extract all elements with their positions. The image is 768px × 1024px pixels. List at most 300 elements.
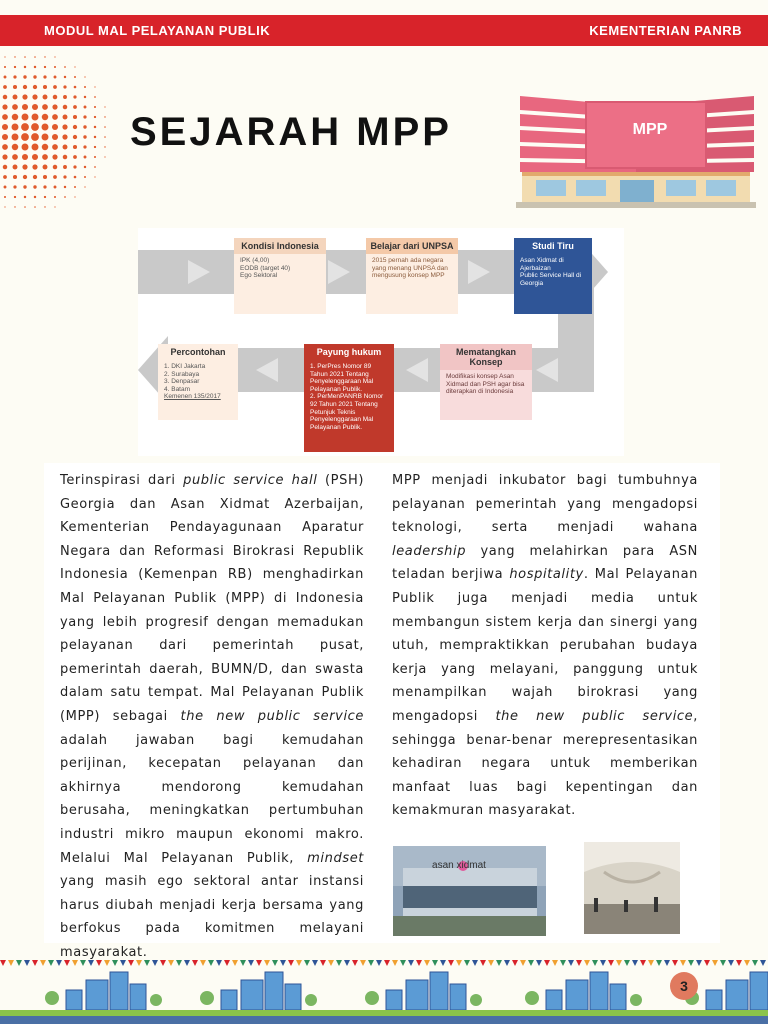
bunting-flag — [40, 960, 46, 966]
bunting-flag — [168, 960, 174, 966]
halftone-dot — [62, 124, 67, 129]
halftone-dot — [84, 156, 87, 159]
halftone-dot — [44, 66, 46, 68]
halftone-dot — [44, 56, 45, 57]
bunting-flag — [576, 960, 582, 966]
bunting-flag — [616, 960, 622, 966]
bunting-flag — [640, 960, 646, 966]
halftone-dot — [63, 95, 67, 99]
bunting-flag — [144, 960, 150, 966]
halftone-dot — [63, 145, 68, 150]
skyline-building — [430, 972, 448, 1010]
halftone-dot — [22, 104, 28, 110]
skyline-building — [406, 980, 428, 1010]
bunting-flag — [304, 960, 310, 966]
skyline-building — [750, 972, 768, 1010]
halftone-dot — [53, 95, 57, 99]
halftone-dot — [24, 196, 26, 198]
box-percontohan-title: Percontohan — [170, 347, 226, 357]
halftone-dot — [52, 134, 58, 140]
halftone-dot — [52, 104, 57, 109]
halftone-dot — [34, 196, 36, 198]
bunting-flag — [704, 960, 710, 966]
halftone-dot — [34, 206, 36, 208]
box-mematangkan-text: Modifikasi konsep Asan Xidmad dan PSH agar bisa diterapkan di Indonesia — [446, 373, 525, 396]
bunting-flag — [248, 960, 254, 966]
halftone-dot — [33, 85, 37, 89]
bunting-flag — [360, 960, 366, 966]
halftone-dot — [22, 164, 27, 169]
halftone-dot — [73, 95, 76, 98]
skyline-tree — [200, 991, 214, 1005]
halftone-dot — [44, 196, 46, 198]
box-kondisi-list — [234, 254, 326, 283]
bunting-flag — [384, 960, 390, 966]
skyline-tree — [150, 994, 162, 1006]
halftone-dot — [34, 66, 36, 68]
halftone-dot — [14, 66, 16, 68]
halftone-dot — [43, 75, 46, 78]
halftone-dot — [94, 106, 96, 108]
studi-item: Public Service Hall di Georgia — [520, 272, 582, 287]
halftone-dot — [104, 126, 106, 128]
halftone-dot — [94, 96, 96, 98]
bunting-flag — [312, 960, 318, 966]
bunting-flag — [344, 960, 350, 966]
halftone-dot — [14, 206, 15, 207]
halftone-dot — [13, 75, 16, 78]
bunting-flag — [104, 960, 110, 966]
halftone-dot — [74, 176, 77, 179]
bunting-flag — [424, 960, 430, 966]
halftone-dot — [54, 206, 55, 207]
bunting-flag — [120, 960, 126, 966]
bunting-flag — [208, 960, 214, 966]
box-percontohan-list — [158, 360, 238, 404]
bunting-flag — [96, 960, 102, 966]
bunting-flag — [376, 960, 382, 966]
halftone-dot — [53, 165, 57, 169]
box-kondisi-indonesia — [234, 238, 326, 314]
skyline-building — [450, 984, 466, 1010]
bunting-flag — [584, 960, 590, 966]
bunting-flag — [632, 960, 638, 966]
halftone-dot — [13, 95, 18, 100]
skyline-building — [285, 984, 301, 1010]
box-studi-title: Studi Tiru — [532, 241, 574, 251]
halftone-dot — [94, 136, 96, 138]
halftone-dot — [14, 56, 15, 57]
halftone-dot — [23, 85, 27, 89]
bunting-flag — [728, 960, 734, 966]
skyline-building — [66, 990, 82, 1010]
halftone-dot — [21, 133, 29, 141]
bunting-flag — [488, 960, 494, 966]
bunting-flag — [544, 960, 550, 966]
halftone-dot — [4, 56, 5, 57]
bunting-flag — [496, 960, 502, 966]
bunting-flag — [128, 960, 134, 966]
halftone-dot — [94, 126, 96, 128]
halftone-dot — [42, 154, 48, 160]
halftone-dot — [4, 186, 7, 189]
road-strip — [0, 1016, 768, 1024]
bunting-flag — [200, 960, 206, 966]
bunting-flag — [88, 960, 94, 966]
halftone-dot — [2, 154, 7, 159]
halftone-dot — [73, 105, 77, 109]
halftone-dot — [44, 206, 45, 207]
halftone-dot — [104, 156, 105, 157]
halftone-dot — [43, 95, 48, 100]
halftone-dot — [74, 76, 76, 78]
halftone-dot — [34, 56, 36, 58]
halftone-dot — [42, 144, 48, 150]
bunting-flag — [656, 960, 662, 966]
halftone-dot — [42, 104, 48, 110]
halftone-dot — [63, 155, 67, 159]
halftone-dot — [22, 114, 29, 121]
kondisi-item: EODB (target 40) — [240, 264, 291, 272]
studi-item: Asan Xidmat di Ajerbaizan — [520, 257, 564, 272]
halftone-dot — [4, 206, 5, 207]
bunting-flag — [440, 960, 446, 966]
halftone-dot — [2, 104, 7, 109]
paragraph-left: Terinspirasi dari public service hall (PSH) Georgia dan Asan Xidmat Azerbaijan, Kementerian Pendayagunaan Aparatur Negara dan Reformasi Birokrasi Republik Indonesia (Kemenpan RB) menghadirkan Mal Pelayanan Publik (MPP) di Indonesia yang lebih progresif dengan memadukan pelayanan dari pemerintah pusat, pemerintah daerah, BUMN/D, dan swasta dalam satu tempat. Mal Pelayanan Publik (MPP) sebagai the new public service adalah jawaban bagi kemudahan perijinan, kecepatan pelayanan dan akhirnya mendorong kemudahan berusaha, meningkatkan pertumbuhan industri mikro maupun ekonomi makro. Melalui Mal Pelayanan Publik, mindset yang masih ego sektoral antar instansi harus diubah menjadi kerja bersama yang berfokus pada komitmen melayani masyarakat. — [60, 473, 365, 960]
percontohan-item: 4. Batam — [164, 385, 191, 393]
bunting-flag — [664, 960, 670, 966]
halftone-dot — [74, 66, 75, 67]
bunting-flag — [480, 960, 486, 966]
halftone-dot — [83, 135, 86, 138]
halftone-dot — [43, 175, 47, 179]
box-payung-title: Payung hukum — [316, 347, 382, 357]
percontohan-item: 3. Denpasar — [164, 378, 200, 386]
halftone-dot — [22, 154, 28, 160]
asan-xidmat-building-photo — [393, 846, 546, 936]
header-right: KEMENTERIAN PANRB — [589, 23, 742, 38]
bunting-flag — [64, 960, 70, 966]
bunting-flag — [240, 960, 246, 966]
skyline-building — [221, 990, 237, 1010]
skyline-building — [110, 972, 128, 1010]
bunting-flag — [32, 960, 38, 966]
box-belajar-text: 2015 pernah ada negara yang menang UNPSA dan mengusung konsep MPP — [372, 257, 448, 280]
halftone-dot — [22, 94, 27, 99]
box-mematangkan-konsep — [440, 344, 532, 420]
skyline-tree — [470, 994, 482, 1006]
bunting-flag — [352, 960, 358, 966]
bunting-flag — [216, 960, 222, 966]
halftone-dot — [12, 154, 18, 160]
skyline-building — [610, 984, 626, 1010]
bunting-flag — [408, 960, 414, 966]
halftone-dot — [32, 144, 39, 151]
bunting-flag — [472, 960, 478, 966]
bunting-flag — [560, 960, 566, 966]
bunting-flag — [280, 960, 286, 966]
bunting-flag — [464, 960, 470, 966]
halftone-dot — [33, 175, 37, 179]
photo-sign-text: asan xidmat — [432, 860, 486, 871]
bunting-flag — [568, 960, 574, 966]
halftone-dot — [52, 114, 58, 120]
halftone-dot — [83, 125, 86, 128]
halftone-dot — [84, 86, 86, 88]
halftone-dot — [73, 155, 77, 159]
bunting-flag — [56, 960, 62, 966]
halftone-dot — [73, 135, 77, 139]
halftone-dot — [13, 185, 16, 188]
bunting-flag — [336, 960, 342, 966]
bunting-flag — [0, 960, 6, 966]
halftone-dot — [14, 196, 16, 198]
halftone-dot — [2, 144, 8, 150]
halftone-dot — [83, 115, 86, 118]
halftone-dot — [74, 196, 75, 197]
halftone-dot — [84, 166, 86, 168]
body-column-left — [44, 463, 380, 960]
bunting-flag — [672, 960, 678, 966]
bunting-flag — [232, 960, 238, 966]
halftone-dot — [24, 56, 26, 58]
bunting-flag — [504, 960, 510, 966]
kondisi-item: IPK (4,00) — [240, 257, 270, 264]
bunting-flag — [392, 960, 398, 966]
halftone-dot — [24, 206, 26, 208]
history-flow-diagram — [138, 228, 624, 456]
halftone-dot — [94, 86, 95, 87]
bunting-flag — [552, 960, 558, 966]
halftone-dot — [54, 76, 57, 79]
header-left: MODUL MAL PELAYANAN PUBLIK — [44, 23, 271, 38]
halftone-dot — [53, 85, 57, 89]
halftone-dot — [2, 124, 8, 130]
halftone-dot — [94, 166, 96, 168]
bunting-flag — [80, 960, 86, 966]
building-sign-text: MPP — [632, 121, 668, 138]
skyline-building — [726, 980, 748, 1010]
halftone-dot — [4, 76, 7, 79]
halftone-dot — [3, 175, 7, 179]
halftone-dot — [43, 85, 47, 89]
halftone-dot — [53, 175, 57, 179]
halftone-dot — [33, 185, 36, 188]
halftone-dot — [54, 56, 55, 57]
box-belajar-unpsa — [366, 238, 458, 314]
bunting-flag — [752, 960, 758, 966]
halftone-dot — [12, 114, 18, 120]
halftone-dot — [21, 123, 29, 131]
skyline-building — [566, 980, 588, 1010]
bunting-flag — [512, 960, 518, 966]
page-title: SEJARAH MPP — [130, 110, 452, 154]
halftone-dot — [104, 116, 105, 117]
halftone-dot — [62, 134, 67, 139]
bunting-flag — [680, 960, 686, 966]
bunting-flag — [536, 960, 542, 966]
bunting-flag — [432, 960, 438, 966]
bunting-flag — [760, 960, 766, 966]
halftone-dot — [63, 85, 66, 88]
halftone-dot — [22, 144, 29, 151]
halftone-dot — [13, 85, 17, 89]
halftone-dot — [64, 196, 66, 198]
halftone-dot — [24, 66, 26, 68]
bunting-flag — [48, 960, 54, 966]
halftone-dot — [63, 115, 68, 120]
box-kondisi-title: Kondisi Indonesia — [234, 238, 326, 254]
skyline-building — [265, 972, 283, 1010]
halftone-dot — [12, 104, 18, 110]
bunting-flag — [528, 960, 534, 966]
bunting-flag — [16, 960, 22, 966]
halftone-dot — [74, 86, 77, 89]
bunting-flag — [328, 960, 334, 966]
percontohan-footer: Kemenen 135/2017 — [164, 393, 221, 401]
halftone-dot — [32, 154, 38, 160]
box-payung-list — [304, 360, 394, 434]
bunting-flag — [712, 960, 718, 966]
skyline-building — [590, 972, 608, 1010]
halftone-dot — [2, 134, 8, 140]
halftone-dot — [33, 75, 36, 78]
halftone-dot — [54, 66, 56, 68]
halftone-dot — [31, 133, 39, 141]
halftone-dots-decoration — [0, 52, 120, 232]
skyline-tree — [630, 994, 642, 1006]
city-skyline-footer — [0, 958, 768, 1024]
halftone-dot — [42, 114, 48, 120]
halftone-dot — [13, 175, 17, 179]
percontohan-item: 2. Surabaya — [164, 370, 200, 378]
halftone-dot — [104, 146, 105, 147]
skyline-building — [130, 984, 146, 1010]
bunting-flag — [296, 960, 302, 966]
halftone-dot — [84, 76, 85, 77]
bunting-flag — [72, 960, 78, 966]
skyline-building — [706, 990, 722, 1010]
kondisi-item: Ego Sektoral — [240, 272, 278, 280]
halftone-dot — [12, 124, 19, 131]
halftone-dot — [12, 134, 19, 141]
bunting-flag — [744, 960, 750, 966]
halftone-dot — [73, 165, 76, 168]
bunting-flag — [264, 960, 270, 966]
halftone-dot — [54, 196, 56, 198]
halftone-dot — [73, 145, 77, 149]
bunting-flag — [160, 960, 166, 966]
halftone-dot — [42, 124, 49, 131]
skyline-building — [546, 990, 562, 1010]
bunting-flag — [192, 960, 198, 966]
percontohan-item: 1. DKI Jakarta — [164, 363, 206, 370]
bunting-flag — [736, 960, 742, 966]
bunting-flag — [224, 960, 230, 966]
skyline-tree — [525, 991, 539, 1005]
halftone-dot — [73, 125, 77, 129]
bunting-flag — [368, 960, 374, 966]
box-payung-hukum — [304, 344, 394, 452]
halftone-dot — [23, 75, 26, 78]
skyline-building — [386, 990, 402, 1010]
bunting-flag — [600, 960, 606, 966]
bunting-flag — [256, 960, 262, 966]
bunting-flag — [648, 960, 654, 966]
halftone-dot — [104, 106, 105, 107]
halftone-dot — [3, 165, 7, 169]
halftone-dot — [73, 115, 77, 119]
halftone-dot — [31, 123, 39, 131]
halftone-dot — [104, 136, 106, 138]
halftone-dot — [94, 116, 96, 118]
halftone-dot — [52, 154, 57, 159]
header-bar — [0, 15, 768, 46]
bunting-flag — [448, 960, 454, 966]
halftone-dot — [54, 186, 57, 189]
skyline-building — [86, 980, 108, 1010]
bunting-flag — [416, 960, 422, 966]
bunting-flag — [688, 960, 694, 966]
halftone-dot — [12, 144, 18, 150]
bunting-flag — [176, 960, 182, 966]
skyline-tree — [305, 994, 317, 1006]
halftone-dot — [84, 106, 87, 109]
bunting-flag — [184, 960, 190, 966]
bunting-flag — [608, 960, 614, 966]
box-belajar-title: Belajar dari UNPSA — [366, 238, 458, 254]
halftone-dot — [63, 105, 67, 109]
halftone-dot — [52, 124, 58, 130]
halftone-dot — [4, 66, 6, 68]
halftone-dot — [23, 185, 26, 188]
bunting-flag — [696, 960, 702, 966]
halftone-dot — [23, 175, 27, 179]
halftone-dot — [63, 175, 66, 178]
halftone-dot — [83, 145, 86, 148]
halftone-dot — [94, 176, 95, 177]
box-studi-list — [514, 254, 592, 290]
halftone-dot — [74, 186, 76, 188]
halftone-dot — [84, 96, 86, 98]
halftone-dot — [43, 185, 46, 188]
paragraph-right: MPP menjadi inkubator bagi tumbuhnya pelayanan pemerintah yang mengadopsi teknologi, serta menjadi wahana leadership yang melahirkan para ASN teladan berjiwa hospitality. Mal Pelayanan Publik juga menjadi media untuk membangun sistem kerja dan sinergi yang utuh, mempraktikkan perubahan budaya kerja yang melayani, panggung untuk menampilkan wajah birokrasi yang mengadopsi the new public service, sehingga benar-benar merepresentasikan kehadiran negara untuk memberikan manfaat luas bagi kepentingan dan kemakmuran masyarakat. — [392, 473, 698, 819]
halftone-dot — [13, 165, 18, 170]
bunting-flag — [112, 960, 118, 966]
skyline-building — [241, 980, 263, 1010]
bunting-flag — [720, 960, 726, 966]
bunting-flag — [8, 960, 14, 966]
halftone-dot — [4, 196, 6, 198]
bunting-flag — [152, 960, 158, 966]
payung-item: 2. PerMenPANRB Nomor 92 Tahun 2021 Tentang Petunjuk Teknis Penyelenggaraan Mal Pelayanan Publik. — [310, 393, 384, 431]
bunting-flag — [520, 960, 526, 966]
halftone-dot — [32, 94, 37, 99]
bunting-flag — [592, 960, 598, 966]
skyline-tree — [45, 991, 59, 1005]
page-number: 3 — [670, 972, 698, 1000]
service-hall-interior-photo — [584, 842, 680, 934]
payung-item: 1. PerPres Nomor 89 Tahun 2021 Tentang Penyelenggaraan Mal Pelayanan Publik. — [310, 363, 374, 393]
halftone-dot — [43, 165, 48, 170]
halftone-dot — [84, 176, 86, 178]
halftone-dot — [94, 146, 96, 148]
halftone-dot — [32, 114, 39, 121]
bunting-flag — [136, 960, 142, 966]
halftone-dot — [52, 144, 58, 150]
bunting-flag — [320, 960, 326, 966]
halftone-dot — [3, 85, 7, 89]
